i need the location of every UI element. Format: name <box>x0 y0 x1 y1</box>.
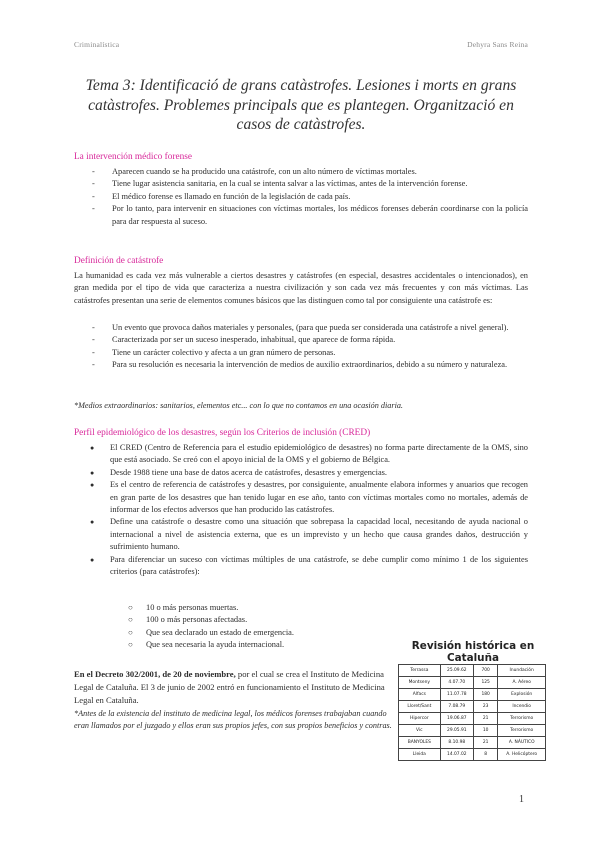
decreto-paragraph <box>74 668 388 707</box>
table-cell: 4.07.70 <box>440 677 473 689</box>
historia-table <box>398 664 546 761</box>
table-cell: 23 <box>473 701 497 713</box>
table-row <box>399 701 546 713</box>
page-number: 1 <box>519 794 524 805</box>
list-item: - Para su resolución es necesaria la intervención de medios de auxilio extraordinarios, debido a su número y naturaleza. <box>92 359 528 371</box>
table-row <box>399 665 546 677</box>
list-item: - Caracterizada por ser un suceso inesperado, inhabitual, que aparece de forma rápida. <box>92 334 528 346</box>
table-cell: BANYOLES <box>399 737 441 749</box>
decreto-text: por el cual se crea el Instituto de Medicina Legal de Cataluña. El 3 de junio de 2002 entró en funcionamiento el Instituto de Medicina Legal en Cataluña. <box>74 669 385 705</box>
table-cell: 700 <box>473 665 497 677</box>
table-cell: 14.07.02 <box>440 749 473 761</box>
table-cell: 11.07.78 <box>440 689 473 701</box>
definicion-paragraph: La humanidad es cada vez más vulnerable a ciertos desastres y catástrofes (en especial, desastres accidentales o intencionados), en gran medida por el tipo de vida que caracteriza a nuestra civilización y son cada vez más frecuentes y con más víctimas. Las catástrofes presentan una serie de elementos comunes básicos que las distinguen como tal por consiguiente una catástrofe es: <box>74 271 528 305</box>
table-cell: 19.06.87 <box>440 713 473 725</box>
table-cell: 8 <box>473 749 497 761</box>
perfil-list <box>90 442 528 578</box>
page-title: Tema 3: Identificació de grans catàstrofes. Lesiones i morts en grans catàstrofes. Problemes principals que es plantegen. Organització en casos de catàstrofes. <box>85 77 517 133</box>
table-cell: Incendio <box>498 701 546 713</box>
table-cell: A. Helicóptero <box>498 749 546 761</box>
table-cell: Inundación <box>498 665 546 677</box>
table-cell: Terrorismo <box>498 713 546 725</box>
table-cell: Montseny <box>399 677 441 689</box>
section-heading-perfil: Perfil epidemiológico de los desastres, según los Criterios de inclusión (CRED) <box>74 428 371 438</box>
definicion-list <box>92 322 528 372</box>
table-cell: 29.05.91 <box>440 725 473 737</box>
table-cell: Alfacs <box>399 689 441 701</box>
criteria-item: ○ 100 o más personas afectadas. <box>128 614 388 626</box>
table-row <box>399 737 546 749</box>
criteria-list <box>128 602 388 652</box>
criteria-item: ○ Que sea necesaria la ayuda internacional. <box>128 639 388 651</box>
list-item: - El médico forense es llamado en función de la legislación de cada país. <box>92 191 528 203</box>
table-cell: Terrassa <box>399 665 441 677</box>
table-cell: 10 <box>473 725 497 737</box>
decreto-bold: En el Decreto 302/2001, de 20 de noviembre, <box>74 669 236 679</box>
list-item: ● Para diferenciar un suceso con víctimas múltiples de una catástrofe, se debe cumplir como mínimo 1 de los siguientes criterios (para catástrofes): <box>90 554 528 579</box>
table-cell: A. NÁUTICO <box>498 737 546 749</box>
table-cell: A. Aéreo <box>498 677 546 689</box>
historia-title: Revisión histórica en Cataluña <box>411 640 535 664</box>
table-row <box>399 713 546 725</box>
definicion-note: *Medios extraordinarios: sanitarios, elementos etc... con lo que no contamos en una ocasión diaria. <box>74 401 403 410</box>
criteria-item: ○ 10 o más personas muertas. <box>128 602 388 614</box>
table-cell: Vic <box>399 725 441 737</box>
table-row <box>399 689 546 701</box>
list-item: - Aparecen cuando se ha producido una catástrofe, con un alto número de víctimas mortales. <box>92 166 528 178</box>
header-subject: Criminalística <box>74 40 120 49</box>
list-item: - Un evento que provoca daños materiales y personales, (para que pueda ser considerada una catástrofe a nivel general). <box>92 322 528 334</box>
table-cell: Hipercor <box>399 713 441 725</box>
table-row <box>399 677 546 689</box>
list-item: - Tiene lugar asistencia sanitaria, en la cual se intenta salvar a las víctimas, antes de la intervención forense. <box>92 178 528 190</box>
decreto-note: *Antes de la existencia del instituto de medicina legal, los médicos forenses trabajaban cuando eran llamados por el juzgado y ellos eran sus propios jefes, con sus propios beneficios y contras. <box>74 709 392 730</box>
criteria-item: ○ Que sea declarado un estado de emergencia. <box>128 627 388 639</box>
list-item: - Por lo tanto, para intervenir en situaciones con víctimas mortales, los médicos forenses deberán coordinarse con la policía para dar respuesta al suceso. <box>92 203 528 228</box>
list-item: ● Define una catástrofe o desastre como una situación que sobrepasa la capacidad local, necesitando de ayuda nacional o internacional a nivel de asistencia externa, que es un imprevisto y un hecho que causa grandes daños, destrucción y sufrimiento humano. <box>90 516 528 553</box>
section-heading-definicion: Definición de catástrofe <box>74 256 164 266</box>
table-cell: 8.10.98 <box>440 737 473 749</box>
header-author: Dehyra Sans Reina <box>467 40 528 49</box>
table-cell: 180 <box>473 689 497 701</box>
table-cell: 125 <box>473 677 497 689</box>
table-cell: 21 <box>473 737 497 749</box>
section-heading-intervencion: La intervención médico forense <box>74 152 192 162</box>
table-cell: 21 <box>473 713 497 725</box>
table-cell: Lleida <box>399 749 441 761</box>
table-row <box>399 749 546 761</box>
intervencion-list <box>92 166 528 228</box>
table-cell: Lloret/Sant <box>399 701 441 713</box>
table-cell: Explosión <box>498 689 546 701</box>
list-item: ● El CRED (Centro de Referencia para el estudio epidemiológico de desastres) no forma parte directamente de la OMS, sino que está asociado. Se creó con el apoyo inicial de la OMS y el gobierno de Bélgica. <box>90 442 528 467</box>
table-row <box>399 725 546 737</box>
table-cell: 7.08.79 <box>440 701 473 713</box>
list-item: ● Es el centro de referencia de catástrofes y desastres, por consiguiente, anualmente elabora informes y anuarios que recogen en gran parte de los desastres que han tenido lugar en ese año, tanto con víctimas mortales como no mortales, además de informar de los efectos adversos que han producido las catástrofes. <box>90 479 528 516</box>
table-cell: Terrorismo <box>498 725 546 737</box>
table-cell: 25.09.62 <box>440 665 473 677</box>
list-item: - Tiene un carácter colectivo y afecta a un gran número de personas. <box>92 347 528 359</box>
list-item: ● Desde 1988 tiene una base de datos acerca de catástrofes, desastres y emergencias. <box>90 467 528 479</box>
